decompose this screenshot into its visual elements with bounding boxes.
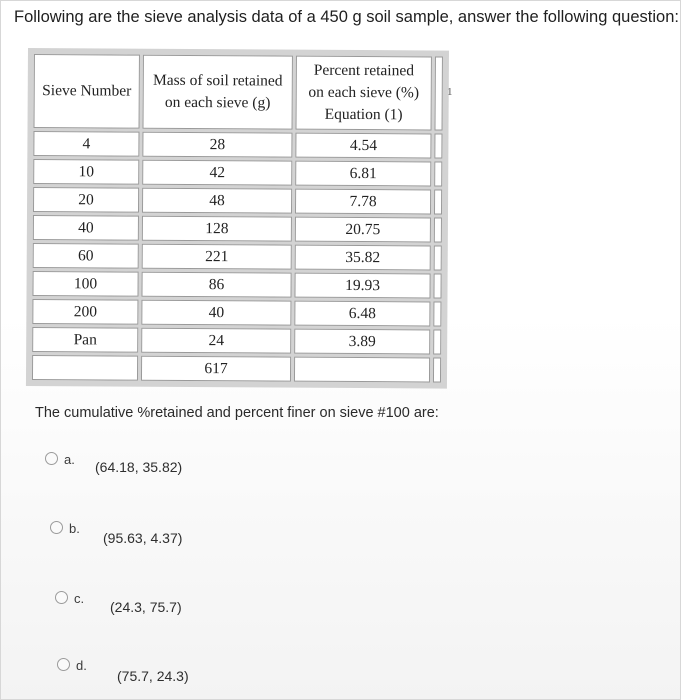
option-c-letter: c. bbox=[74, 591, 85, 606]
cell-mass: 40 bbox=[141, 300, 291, 326]
cell-sieve: 20 bbox=[33, 187, 139, 213]
cell-extra bbox=[433, 329, 441, 354]
cell-total-percent bbox=[294, 357, 430, 383]
sieve-table-container bbox=[26, 48, 449, 389]
cell-total-mass: 617 bbox=[141, 356, 291, 382]
cell-extra bbox=[433, 357, 441, 382]
option-b-text[interactable]: (95.63, 4.37) bbox=[103, 530, 183, 546]
cell-mass: 24 bbox=[141, 328, 291, 354]
cell-extra bbox=[433, 273, 441, 298]
table-side-note: 1 bbox=[447, 86, 453, 98]
cell-percent: 6.81 bbox=[295, 161, 431, 187]
header-sieve-number bbox=[34, 54, 140, 129]
table-row bbox=[32, 271, 441, 298]
cell-extra bbox=[434, 189, 442, 214]
cell-sieve: 40 bbox=[33, 215, 139, 241]
option-b-letter: b. bbox=[69, 521, 80, 536]
cell-mass: 28 bbox=[142, 132, 292, 158]
radio-d[interactable] bbox=[57, 658, 70, 671]
option-a[interactable] bbox=[45, 452, 183, 475]
cell-total-label bbox=[32, 355, 138, 381]
cell-mass: 221 bbox=[142, 244, 292, 270]
cell-mass: 86 bbox=[141, 272, 291, 298]
option-a-letter: a. bbox=[64, 452, 75, 467]
cell-percent: 19.93 bbox=[294, 273, 430, 299]
cell-extra bbox=[434, 161, 442, 186]
table-row bbox=[33, 243, 442, 270]
cell-percent: 20.75 bbox=[295, 217, 431, 243]
header-pct-line1: Percent retained bbox=[313, 61, 415, 80]
cell-sieve: 100 bbox=[32, 271, 138, 297]
header-percent-retained bbox=[296, 56, 432, 131]
cell-extra bbox=[434, 217, 442, 242]
header-pct-line3: Equation (1) bbox=[324, 105, 403, 124]
option-d[interactable] bbox=[57, 658, 189, 684]
table-total-row bbox=[32, 355, 441, 382]
cell-mass: 48 bbox=[142, 188, 292, 214]
option-d-text[interactable]: (75.7, 24.3) bbox=[117, 668, 189, 684]
cell-percent: 3.89 bbox=[294, 329, 430, 355]
header-mass-line2: on each sieve (g) bbox=[164, 93, 271, 112]
header-mass-retained bbox=[143, 55, 293, 130]
table-row bbox=[33, 159, 442, 186]
cell-percent: 35.82 bbox=[295, 245, 431, 271]
cell-sieve: 4 bbox=[33, 131, 139, 157]
cell-percent: 4.54 bbox=[295, 133, 431, 159]
cell-mass: 128 bbox=[142, 216, 292, 242]
header-mass-line1: Mass of soil retained bbox=[152, 71, 283, 90]
radio-a[interactable] bbox=[45, 452, 58, 465]
cell-percent: 7.78 bbox=[295, 189, 431, 215]
cell-extra bbox=[433, 301, 441, 326]
radio-b[interactable] bbox=[50, 521, 63, 534]
cell-sieve: 10 bbox=[33, 159, 139, 185]
cell-extra bbox=[434, 245, 442, 270]
question-text: Following are the sieve analysis data of a 450 g soil sample, answer the following question: bbox=[14, 8, 679, 26]
header-extra-column bbox=[435, 56, 443, 130]
option-a-text[interactable]: (64.18, 35.82) bbox=[95, 459, 183, 475]
cell-percent: 6.48 bbox=[294, 301, 430, 327]
table-row bbox=[32, 299, 441, 326]
cell-mass: 42 bbox=[142, 160, 292, 186]
option-c[interactable] bbox=[55, 591, 182, 615]
option-d-letter: d. bbox=[76, 658, 87, 673]
table-row bbox=[33, 215, 442, 242]
table-row bbox=[32, 327, 441, 354]
table-row bbox=[33, 131, 442, 158]
option-c-text[interactable]: (24.3, 75.7) bbox=[110, 599, 182, 615]
cell-sieve: 60 bbox=[33, 243, 139, 269]
sub-question-text: The cumulative %retained and percent finer on sieve #100 are: bbox=[35, 405, 439, 421]
option-b[interactable] bbox=[50, 521, 183, 546]
radio-c[interactable] bbox=[55, 591, 68, 604]
cell-extra bbox=[434, 133, 442, 158]
cell-sieve: Pan bbox=[32, 327, 138, 353]
cell-sieve: 200 bbox=[32, 299, 138, 325]
table-row bbox=[33, 187, 442, 214]
table-header-row bbox=[34, 54, 443, 130]
header-pct-line2: on each sieve (%) bbox=[308, 83, 420, 102]
sieve-analysis-table bbox=[29, 51, 446, 386]
header-sieve-label: Sieve Number bbox=[42, 82, 132, 100]
